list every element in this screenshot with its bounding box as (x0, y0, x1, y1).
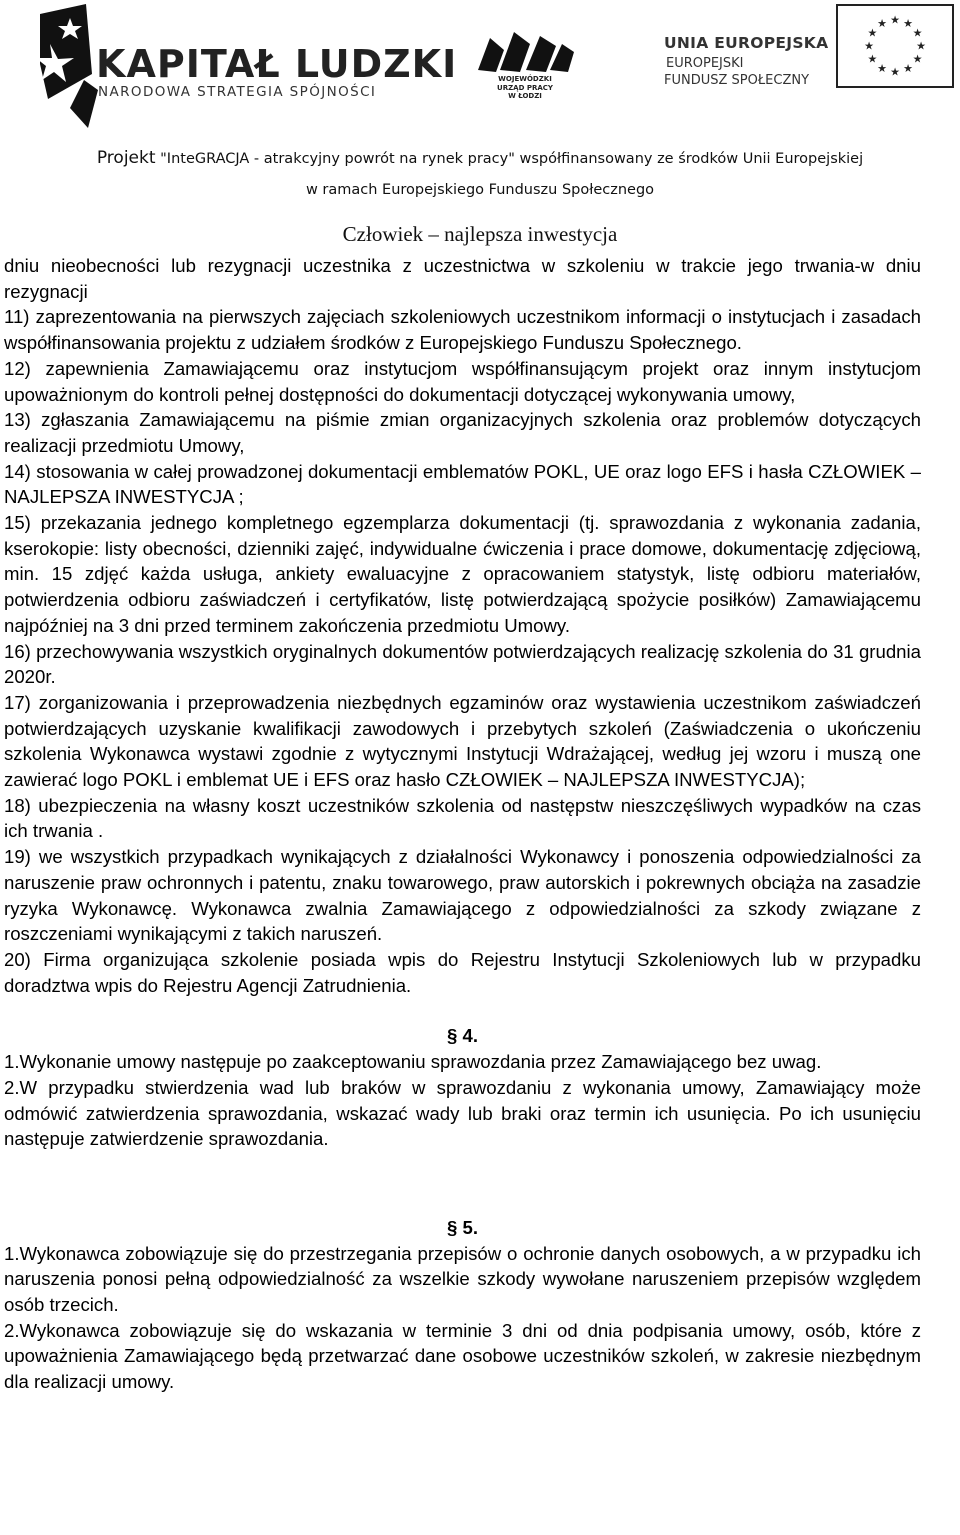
star-icon: ★ (864, 40, 874, 53)
paragraph: 11) zaprezentowania na pierwszych zajęciach szkoleniowych uczestnikom informacji o instytucjach i zasadach współfinansowania projektu z udziałem środków z Europejskiego Funduszu Społecznego. (4, 306, 921, 354)
star-icon: ★ (903, 63, 913, 76)
project-header-line-1 (0, 148, 960, 168)
paragraph: 12) zapewnienia Zamawiającemu oraz instytucjom współfinansującym projekt oraz innym instytucjom upoważnionym do kontroli pełnej dostępności do dokumentacji dotyczącej wykonywania umowy, (4, 357, 921, 405)
project-motto: Człowiek – najlepsza inwestycja (342, 222, 618, 246)
kl-emblem-icon (40, 4, 100, 129)
paragraph: 14) stosowania w całej prowadzonej dokumentacji emblematów POKL, UE oraz logo EFS i hasła CZŁOWIEK – NAJLEPSZA INWESTYCJA ; (4, 460, 921, 508)
star-icon: ★ (867, 53, 878, 66)
paragraph: 18) ubezpieczenia na własny koszt uczestników szkolenia od następstw nieszczęśliwych wypadków na czas ich trwania . (4, 794, 921, 842)
star-icon: ★ (912, 53, 923, 66)
paragraph: 19) we wszystkich przypadkach wynikających z działalności Wykonawcy i ponoszenia odpowiedzialności za naruszenie praw ochronnych i patentu, znaku towarowego, praw autorskich i pokrewnych obciąża na zasadzie ryzyka Wykonawcę. Wykonawca zwalnia Zamawiającego z odpowiedzialności za szkody związane z roszczeniami wynikającymi z takich naruszeń. (4, 846, 921, 945)
paragraph: dniu nieobecności lub rezygnacji uczestnika z uczestnictwa w szkoleniu w trakcie jego trwania-w dniu rezygnacji (4, 255, 921, 302)
wup-line-3: W ŁODZI (508, 92, 542, 100)
eu-flag-icon (836, 4, 954, 88)
document-body (4, 253, 921, 1395)
project-title: "InteGRACJA - atrakcyjny powrót na rynek pracy" współfinansowany ze środków Unii Europejskiej (155, 151, 864, 167)
section-heading-5: § 5. (446, 1216, 478, 1238)
paragraph: 16) przechowywania wszystkich oryginalnych dokumentów potwierdzających realizację szkolenia do 31 grudnia 2020r. (4, 640, 921, 688)
star-icon: ★ (903, 17, 913, 30)
wup-logo-text (477, 75, 573, 101)
project-prefix: Projekt (96, 148, 156, 168)
ue-line-1: UNIA EUROPEJSKA (664, 34, 829, 52)
logo-bar (0, 0, 960, 140)
ue-line-2: EUROPEJSKI (666, 56, 744, 71)
paragraph: 20) Firma organizująca szkolenie posiada wpis do Rejestru Instytucji Szkoleniowych lub w przypadku doradztwa wpis do Rejestru Agencji Zatrudnienia. (4, 948, 921, 996)
wup-emblem-icon (470, 30, 580, 75)
star-icon: ★ (916, 40, 926, 53)
project-header-line-2: w ramach Europejskiego Funduszu Społecznego (305, 182, 655, 198)
paragraph: 2.W przypadku stwierdzenia wad lub braków w sprawozdaniu z wykonania umowy, Zamawiający może odmówić zatwierdzenia sprawozdania, wskazać wady lub braki oraz termin ich usunięcia. Po ich usunięciu następuje zatwierdzenie sprawozdania. (4, 1076, 921, 1150)
star-icon: ★ (890, 66, 900, 79)
star-icon: ★ (877, 17, 887, 30)
star-icon: ★ (912, 27, 923, 40)
ue-line-3: FUNDUSZ SPOŁECZNY (664, 73, 810, 88)
paragraph: 17) zorganizowania i przeprowadzenia niezbędnych egzaminów oraz wystawienia uczestnikom zaświadczeń potwierdzających uzyskanie kwalifikacji zawodowych i przebytych szkoleń (Zaświadczenia o ukończeniu szkolenia Wykonawca wystawi zgodnie z wytycznymi Instytucji Wdrażającej, według jej wzoru i muszą one zawierać logo POKL i emblemat UE i EFS oraz hasło CZŁOWIEK – NAJLEPSZA INWESTYCJA); (4, 691, 921, 791)
spacer (4, 998, 921, 1023)
paragraph: 15) przekazania jednego kompletnego egzemplarza dokumentacji (tj. sprawozdania z wykonania zadania, kserokopie: listy obecności, dzienniki zajęć, indywidualne ćwiczenia i prace domowe, dokumentację zdjęciową, min. 15 zdjęć każda usługa, ankiety ewaluacyjne z opracowaniem statystyk, listę odbioru materiałów, potwierdzenia odbioru zaświadczeń i certyfikatów, listę potwierdzającą spożycie posiłków) Zamawiającemu najpóźniej na 3 dni przed terminem zakończenia przedmiotu Umowy. (4, 512, 921, 636)
kl-logo-subtitle: NARODOWA STRATEGIA SPÓJNOŚCI (98, 84, 377, 100)
star-icon: ★ (890, 14, 900, 27)
star-icon: ★ (877, 63, 887, 76)
ue-logo-text (664, 34, 828, 88)
paragraph: 2.Wykonawca zobowiązuje się do wskazania w terminie 3 dni od dnia podpisania umowy, osób, które z upoważnienia Zamawiającego będą przetwarzać dane osobowe uczestników szkoleń, w zakresie niezbędnym dla realizacji umowy. (4, 1319, 921, 1393)
spacer (4, 1202, 921, 1215)
wup-line-1: WOJEWÓDZKI (498, 75, 552, 83)
paragraph: 1.Wykonawca zobowiązuje się do przestrzegania przepisów o ochronie danych osobowych, a w przypadku ich naruszenia ponosi pełną odpowiedzialność za wszelkie szkody wywołane naruszeniem przepisów względem osób trzecich. (4, 1242, 921, 1316)
kl-logo-title: KAPITAŁ LUDZKI (96, 42, 458, 86)
star-icon: ★ (867, 27, 878, 40)
section-heading-4: § 4. (446, 1025, 478, 1047)
paragraph: 13) zgłaszania Zamawiającemu na piśmie zmian organizacyjnych szkolenia oraz problemów dotyczących realizacji przedmiotu Umowy, (4, 409, 921, 456)
wup-line-2: URZĄD PRACY (497, 83, 553, 92)
spacer (4, 1152, 921, 1202)
paragraph: 1.Wykonanie umowy następuje po zaakceptowaniu sprawozdania przez Zamawiającego bez uwag. (4, 1051, 822, 1073)
